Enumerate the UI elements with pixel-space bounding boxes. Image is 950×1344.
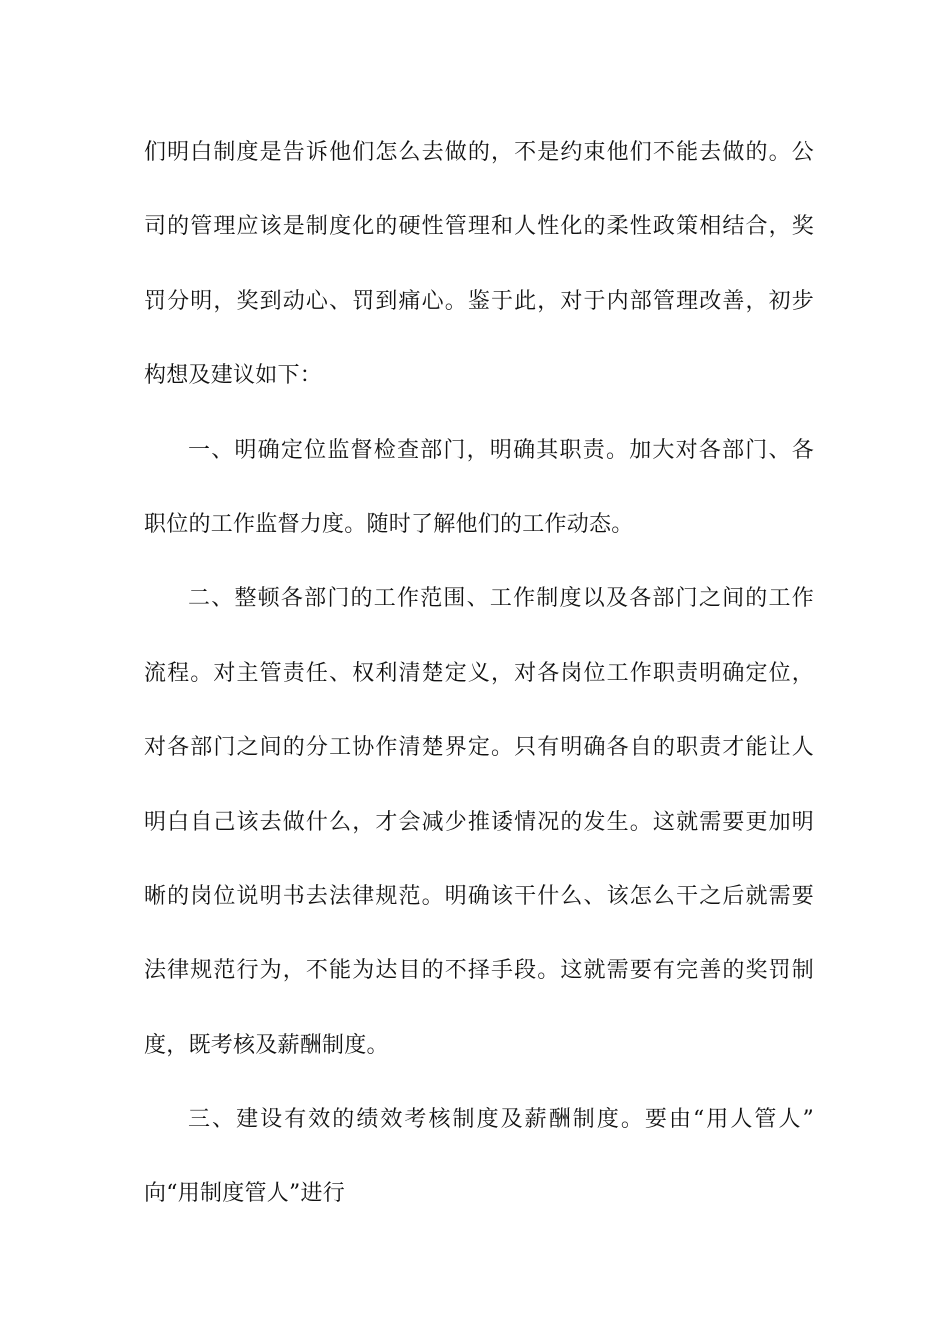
text-line: 构想及建议如下：	[144, 363, 323, 389]
text-line: 法律规范行为，不能为达目的不择手段。这就需要有完善的奖罚制	[144, 958, 814, 984]
paragraph-1-first-line: 一、明确定位监督检查部门，明确其职责。加大对各部门、各	[188, 437, 814, 463]
text-line: 罚分明，奖到动心、罚到痛心。鉴于此，对于内部管理改善，初步	[144, 288, 814, 314]
text-line: 明白自己该去做什么，才会减少推诿情况的发生。这就需要更加明	[144, 809, 814, 835]
paragraph-2-first-line: 二、整顿各部门的工作范围、工作制度以及各部门之间的工作	[188, 586, 814, 612]
text-line: 对各部门之间的分工协作清楚界定。只有明确各自的职责才能让人	[144, 735, 814, 761]
text-line: 们明白制度是告诉他们怎么去做的，不是约束他们不能去做的。公	[144, 140, 814, 165]
text-line: 晰的岗位说明书去法律规范。明确该干什么、该怎么干之后就需要	[144, 883, 814, 909]
text-line: 司的管理应该是制度化的硬性管理和人性化的柔性政策相结合，奖	[144, 214, 814, 240]
paragraph-3-first-line: 三、建设有效的绩效考核制度及薪酬制度。要由“用人管人”	[188, 1107, 814, 1133]
text-line: 流程。对主管责任、权利清楚定义，对各岗位工作职责明确定位，	[144, 660, 814, 686]
text-line: 职位的工作监督力度。随时了解他们的工作动态。	[144, 511, 634, 537]
text-line: 向“用制度管人”进行	[144, 1181, 345, 1207]
body-text	[144, 128, 814, 1244]
text-line: 度，既考核及薪酬制度。	[144, 1032, 389, 1058]
